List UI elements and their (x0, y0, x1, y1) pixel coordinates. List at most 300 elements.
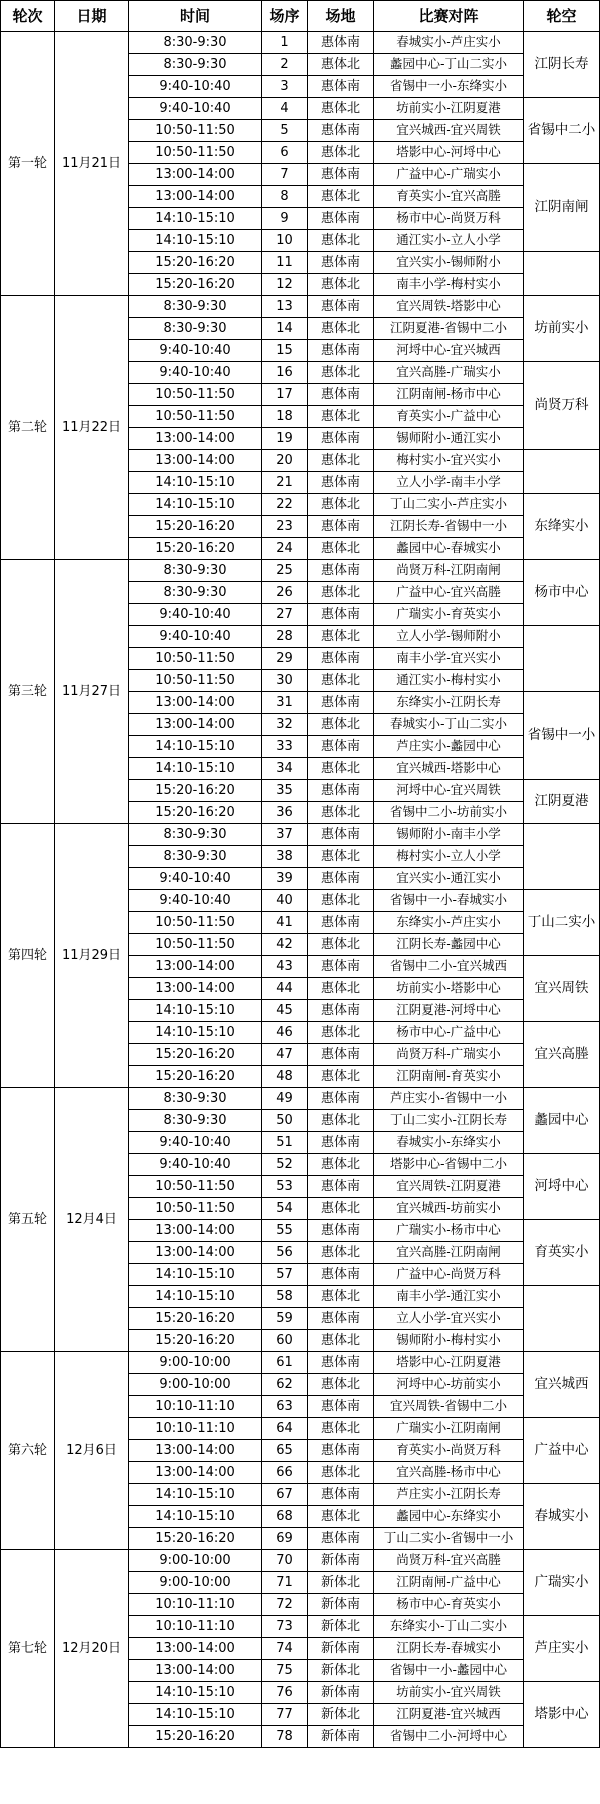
time-cell: 13:00-14:00 (129, 1440, 262, 1462)
match-no-cell: 19 (262, 428, 308, 450)
venue-cell: 惠体南 (308, 648, 374, 670)
match-no-cell: 40 (262, 890, 308, 912)
match-no-cell: 18 (262, 406, 308, 428)
bye-cell (524, 824, 600, 890)
matchup-cell: 南丰小学-通江实小 (374, 1286, 524, 1308)
time-cell: 13:00-14:00 (129, 692, 262, 714)
match-no-cell: 34 (262, 758, 308, 780)
bye-cell: 江阴南闸 (524, 164, 600, 252)
venue-cell: 惠体南 (308, 32, 374, 54)
venue-cell: 惠体南 (308, 1396, 374, 1418)
matchup-cell: 江阴南闸-广益中心 (374, 1572, 524, 1594)
matchup-cell: 育英实小-尚贤万科 (374, 1440, 524, 1462)
bye-cell (524, 450, 600, 494)
time-cell: 13:00-14:00 (129, 1638, 262, 1660)
bye-cell: 蠡园中心 (524, 1088, 600, 1154)
time-cell: 15:20-16:20 (129, 1308, 262, 1330)
matchup-cell: 蠡园中心-丁山二实小 (374, 54, 524, 76)
venue-cell: 惠体北 (308, 494, 374, 516)
venue-cell: 惠体北 (308, 670, 374, 692)
venue-cell: 新体北 (308, 1616, 374, 1638)
time-cell: 15:20-16:20 (129, 1330, 262, 1352)
time-cell: 8:30-9:30 (129, 560, 262, 582)
match-no-cell: 39 (262, 868, 308, 890)
venue-cell: 惠体南 (308, 1088, 374, 1110)
match-no-cell: 13 (262, 296, 308, 318)
match-no-cell: 74 (262, 1638, 308, 1660)
match-no-cell: 9 (262, 208, 308, 230)
match-no-cell: 31 (262, 692, 308, 714)
round-cell: 第四轮 (1, 824, 55, 1088)
match-no-cell: 67 (262, 1484, 308, 1506)
venue-cell: 惠体南 (308, 1352, 374, 1374)
venue-cell: 惠体北 (308, 1022, 374, 1044)
matchup-cell: 杨市中心-尚贤万科 (374, 208, 524, 230)
match-no-cell: 32 (262, 714, 308, 736)
venue-cell: 惠体南 (308, 252, 374, 274)
bye-cell: 宜兴高塍 (524, 1022, 600, 1088)
matchup-cell: 蠡园中心-东绛实小 (374, 1506, 524, 1528)
venue-cell: 惠体南 (308, 956, 374, 978)
matchup-cell: 塔影中心-省锡中二小 (374, 1154, 524, 1176)
match-no-cell: 20 (262, 450, 308, 472)
header-round: 轮次 (1, 1, 55, 32)
match-no-cell: 72 (262, 1594, 308, 1616)
venue-cell: 惠体北 (308, 318, 374, 340)
time-cell: 8:30-9:30 (129, 846, 262, 868)
time-cell: 13:00-14:00 (129, 956, 262, 978)
matchup-cell: 梅村实小-立人小学 (374, 846, 524, 868)
bye-cell: 广益中心 (524, 1418, 600, 1484)
matchup-cell: 坊前实小-宜兴周铁 (374, 1682, 524, 1704)
time-cell: 8:30-9:30 (129, 54, 262, 76)
time-cell: 14:10-15:10 (129, 494, 262, 516)
matchup-cell: 蠡园中心-春城实小 (374, 538, 524, 560)
time-cell: 8:30-9:30 (129, 318, 262, 340)
date-cell: 12月4日 (55, 1088, 129, 1352)
venue-cell: 惠体北 (308, 582, 374, 604)
matchup-cell: 尚贤万科-江阴南闸 (374, 560, 524, 582)
bye-cell: 省锡中一小 (524, 692, 600, 780)
matchup-cell: 育英实小-宜兴高塍 (374, 186, 524, 208)
venue-cell: 惠体北 (308, 1286, 374, 1308)
matchup-cell: 宜兴实小-锡师附小 (374, 252, 524, 274)
venue-cell: 惠体南 (308, 1484, 374, 1506)
time-cell: 8:30-9:30 (129, 824, 262, 846)
match-no-cell: 51 (262, 1132, 308, 1154)
match-no-cell: 43 (262, 956, 308, 978)
matchup-cell: 丁山二实小-省锡中一小 (374, 1528, 524, 1550)
time-cell: 13:00-14:00 (129, 186, 262, 208)
bye-cell: 宜兴周铁 (524, 956, 600, 1022)
time-cell: 10:50-11:50 (129, 1176, 262, 1198)
matchup-cell: 立人小学-宜兴实小 (374, 1308, 524, 1330)
venue-cell: 惠体南 (308, 208, 374, 230)
time-cell: 9:40-10:40 (129, 604, 262, 626)
matchup-cell: 尚贤万科-宜兴高塍 (374, 1550, 524, 1572)
time-cell: 8:30-9:30 (129, 1110, 262, 1132)
match-no-cell: 37 (262, 824, 308, 846)
matchup-cell: 宜兴周铁-塔影中心 (374, 296, 524, 318)
venue-cell: 惠体北 (308, 802, 374, 824)
matchup-cell: 丁山二实小-芦庄实小 (374, 494, 524, 516)
venue-cell: 惠体北 (308, 1374, 374, 1396)
time-cell: 9:40-10:40 (129, 1132, 262, 1154)
time-cell: 9:40-10:40 (129, 98, 262, 120)
venue-cell: 惠体北 (308, 1198, 374, 1220)
matchup-cell: 杨市中心-广益中心 (374, 1022, 524, 1044)
venue-cell: 惠体北 (308, 1066, 374, 1088)
matchup-cell: 宜兴实小-通江实小 (374, 868, 524, 890)
date-cell: 11月22日 (55, 296, 129, 560)
matchup-cell: 广益中心-广瑞实小 (374, 164, 524, 186)
matchup-cell: 江阴夏港-宜兴城西 (374, 1704, 524, 1726)
venue-cell: 惠体北 (308, 1506, 374, 1528)
time-cell: 8:30-9:30 (129, 582, 262, 604)
time-cell: 9:40-10:40 (129, 362, 262, 384)
match-no-cell: 24 (262, 538, 308, 560)
match-no-cell: 36 (262, 802, 308, 824)
matchup-cell: 省锡中一小-春城实小 (374, 890, 524, 912)
time-cell: 15:20-16:20 (129, 516, 262, 538)
bye-cell (524, 626, 600, 692)
match-no-cell: 21 (262, 472, 308, 494)
matchup-cell: 宜兴高塍-杨市中心 (374, 1462, 524, 1484)
matchup-cell: 广瑞实小-育英实小 (374, 604, 524, 626)
time-cell: 14:10-15:10 (129, 1286, 262, 1308)
bye-cell: 广瑞实小 (524, 1550, 600, 1616)
match-no-cell: 30 (262, 670, 308, 692)
time-cell: 14:10-15:10 (129, 1000, 262, 1022)
venue-cell: 惠体北 (308, 1418, 374, 1440)
venue-cell: 惠体南 (308, 692, 374, 714)
venue-cell: 惠体南 (308, 736, 374, 758)
matchup-cell: 芦庄实小-蠡园中心 (374, 736, 524, 758)
match-no-cell: 2 (262, 54, 308, 76)
time-cell: 10:50-11:50 (129, 912, 262, 934)
time-cell: 14:10-15:10 (129, 208, 262, 230)
venue-cell: 新体南 (308, 1726, 374, 1748)
venue-cell: 惠体北 (308, 626, 374, 648)
matchup-cell: 芦庄实小-省锡中一小 (374, 1088, 524, 1110)
time-cell: 9:40-10:40 (129, 626, 262, 648)
venue-cell: 新体北 (308, 1572, 374, 1594)
venue-cell: 新体南 (308, 1682, 374, 1704)
matchup-cell: 东绛实小-芦庄实小 (374, 912, 524, 934)
time-cell: 10:10-11:10 (129, 1418, 262, 1440)
venue-cell: 惠体南 (308, 340, 374, 362)
match-no-cell: 3 (262, 76, 308, 98)
round-cell: 第七轮 (1, 1550, 55, 1748)
time-cell: 14:10-15:10 (129, 230, 262, 252)
header-venue: 场地 (308, 1, 374, 32)
match-no-cell: 63 (262, 1396, 308, 1418)
bye-cell: 江阴长寿 (524, 32, 600, 98)
venue-cell: 惠体南 (308, 1308, 374, 1330)
venue-cell: 新体南 (308, 1638, 374, 1660)
matchup-cell: 通江实小-梅村实小 (374, 670, 524, 692)
matchup-cell: 江阴长寿-省锡中一小 (374, 516, 524, 538)
round-cell: 第三轮 (1, 560, 55, 824)
match-no-cell: 56 (262, 1242, 308, 1264)
time-cell: 9:00-10:00 (129, 1374, 262, 1396)
time-cell: 15:20-16:20 (129, 1044, 262, 1066)
venue-cell: 新体南 (308, 1550, 374, 1572)
matchup-cell: 丁山二实小-江阴长寿 (374, 1110, 524, 1132)
venue-cell: 惠体南 (308, 824, 374, 846)
table-row (1, 32, 600, 54)
venue-cell: 惠体南 (308, 1044, 374, 1066)
matchup-cell: 江阴长寿-春城实小 (374, 1638, 524, 1660)
venue-cell: 惠体南 (308, 912, 374, 934)
matchup-cell: 锡师附小-通江实小 (374, 428, 524, 450)
match-no-cell: 4 (262, 98, 308, 120)
match-no-cell: 10 (262, 230, 308, 252)
header-match-no: 场序 (262, 1, 308, 32)
date-cell: 12月6日 (55, 1352, 129, 1550)
round-cell: 第五轮 (1, 1088, 55, 1352)
time-cell: 10:50-11:50 (129, 648, 262, 670)
matchup-cell: 梅村实小-宜兴实小 (374, 450, 524, 472)
date-cell: 12月20日 (55, 1550, 129, 1748)
venue-cell: 惠体北 (308, 54, 374, 76)
match-no-cell: 78 (262, 1726, 308, 1748)
venue-cell: 惠体北 (308, 1110, 374, 1132)
time-cell: 8:30-9:30 (129, 32, 262, 54)
time-cell: 10:50-11:50 (129, 120, 262, 142)
header-time: 时间 (129, 1, 262, 32)
table-row (1, 1550, 600, 1572)
time-cell: 9:00-10:00 (129, 1572, 262, 1594)
table-row (1, 296, 600, 318)
time-cell: 15:20-16:20 (129, 252, 262, 274)
venue-cell: 惠体北 (308, 890, 374, 912)
matchup-cell: 河埒中心-坊前实小 (374, 1374, 524, 1396)
matchup-cell: 河埒中心-宜兴周铁 (374, 780, 524, 802)
time-cell: 15:20-16:20 (129, 1066, 262, 1088)
matchup-cell: 尚贤万科-广瑞实小 (374, 1044, 524, 1066)
bye-cell (524, 1286, 600, 1352)
match-no-cell: 11 (262, 252, 308, 274)
match-no-cell: 55 (262, 1220, 308, 1242)
matchup-cell: 宜兴周铁-江阴夏港 (374, 1176, 524, 1198)
match-no-cell: 12 (262, 274, 308, 296)
matchup-cell: 广益中心-尚贤万科 (374, 1264, 524, 1286)
match-no-cell: 25 (262, 560, 308, 582)
table-row (1, 560, 600, 582)
bye-cell: 东绛实小 (524, 494, 600, 560)
venue-cell: 惠体北 (308, 406, 374, 428)
time-cell: 13:00-14:00 (129, 1462, 262, 1484)
time-cell: 15:20-16:20 (129, 274, 262, 296)
match-no-cell: 17 (262, 384, 308, 406)
match-no-cell: 57 (262, 1264, 308, 1286)
match-no-cell: 8 (262, 186, 308, 208)
bye-cell: 春城实小 (524, 1484, 600, 1550)
round-cell: 第一轮 (1, 32, 55, 296)
venue-cell: 惠体南 (308, 428, 374, 450)
match-no-cell: 6 (262, 142, 308, 164)
venue-cell: 惠体南 (308, 516, 374, 538)
matchup-cell: 江阴南闸-育英实小 (374, 1066, 524, 1088)
time-cell: 10:50-11:50 (129, 142, 262, 164)
venue-cell: 惠体北 (308, 98, 374, 120)
time-cell: 9:00-10:00 (129, 1352, 262, 1374)
match-no-cell: 69 (262, 1528, 308, 1550)
match-no-cell: 68 (262, 1506, 308, 1528)
venue-cell: 惠体南 (308, 604, 374, 626)
time-cell: 10:50-11:50 (129, 934, 262, 956)
time-cell: 13:00-14:00 (129, 714, 262, 736)
match-no-cell: 64 (262, 1418, 308, 1440)
venue-cell: 惠体北 (308, 142, 374, 164)
venue-cell: 惠体北 (308, 1330, 374, 1352)
time-cell: 9:40-10:40 (129, 340, 262, 362)
venue-cell: 惠体南 (308, 560, 374, 582)
matchup-cell: 广瑞实小-杨市中心 (374, 1220, 524, 1242)
table-row (1, 1088, 600, 1110)
venue-cell: 惠体南 (308, 1440, 374, 1462)
time-cell: 9:40-10:40 (129, 868, 262, 890)
matchup-cell: 育英实小-广益中心 (374, 406, 524, 428)
time-cell: 9:40-10:40 (129, 890, 262, 912)
time-cell: 15:20-16:20 (129, 802, 262, 824)
match-no-cell: 58 (262, 1286, 308, 1308)
venue-cell: 惠体北 (308, 362, 374, 384)
match-no-cell: 73 (262, 1616, 308, 1638)
matchup-cell: 春城实小-东绛实小 (374, 1132, 524, 1154)
matchup-cell: 锡师附小-南丰小学 (374, 824, 524, 846)
matchup-cell: 春城实小-芦庄实小 (374, 32, 524, 54)
matchup-cell: 南丰小学-宜兴实小 (374, 648, 524, 670)
bye-cell: 河埒中心 (524, 1154, 600, 1220)
venue-cell: 惠体北 (308, 1462, 374, 1484)
matchup-cell: 省锡中二小-宜兴城西 (374, 956, 524, 978)
match-no-cell: 35 (262, 780, 308, 802)
venue-cell: 新体北 (308, 1704, 374, 1726)
date-cell: 11月29日 (55, 824, 129, 1088)
matchup-cell: 塔影中心-河埒中心 (374, 142, 524, 164)
matchup-cell: 省锡中二小-坊前实小 (374, 802, 524, 824)
bye-cell: 省锡中二小 (524, 98, 600, 164)
round-cell: 第二轮 (1, 296, 55, 560)
match-no-cell: 23 (262, 516, 308, 538)
venue-cell: 新体南 (308, 1594, 374, 1616)
bye-cell: 塔影中心 (524, 1682, 600, 1748)
time-cell: 15:20-16:20 (129, 780, 262, 802)
bye-cell: 育英实小 (524, 1220, 600, 1286)
venue-cell: 惠体北 (308, 274, 374, 296)
venue-cell: 惠体南 (308, 120, 374, 142)
round-cell: 第六轮 (1, 1352, 55, 1550)
time-cell: 14:10-15:10 (129, 736, 262, 758)
time-cell: 13:00-14:00 (129, 1660, 262, 1682)
matchup-cell: 江阴长寿-蠡园中心 (374, 934, 524, 956)
match-no-cell: 1 (262, 32, 308, 54)
venue-cell: 惠体南 (308, 1132, 374, 1154)
header-bye: 轮空 (524, 1, 600, 32)
match-no-cell: 59 (262, 1308, 308, 1330)
time-cell: 15:20-16:20 (129, 538, 262, 560)
venue-cell: 惠体北 (308, 450, 374, 472)
bye-cell: 坊前实小 (524, 296, 600, 362)
matchup-cell: 东绛实小-丁山二实小 (374, 1616, 524, 1638)
time-cell: 14:10-15:10 (129, 1682, 262, 1704)
time-cell: 10:10-11:10 (129, 1616, 262, 1638)
matchup-cell: 宜兴城西-塔影中心 (374, 758, 524, 780)
match-no-cell: 15 (262, 340, 308, 362)
matchup-cell: 杨市中心-育英实小 (374, 1594, 524, 1616)
match-no-cell: 5 (262, 120, 308, 142)
time-cell: 10:50-11:50 (129, 1198, 262, 1220)
time-cell: 15:20-16:20 (129, 1726, 262, 1748)
bye-cell: 宜兴城西 (524, 1352, 600, 1418)
bye-cell: 丁山二实小 (524, 890, 600, 956)
matchup-cell: 立人小学-锡师附小 (374, 626, 524, 648)
match-no-cell: 52 (262, 1154, 308, 1176)
time-cell: 9:40-10:40 (129, 1154, 262, 1176)
match-no-cell: 75 (262, 1660, 308, 1682)
matchup-cell: 江阴夏港-河埒中心 (374, 1000, 524, 1022)
matchup-cell: 东绛实小-江阴长寿 (374, 692, 524, 714)
venue-cell: 惠体北 (308, 714, 374, 736)
venue-cell: 惠体南 (308, 780, 374, 802)
match-no-cell: 54 (262, 1198, 308, 1220)
time-cell: 8:30-9:30 (129, 1088, 262, 1110)
schedule-body (1, 32, 600, 1748)
matchup-cell: 南丰小学-梅村实小 (374, 274, 524, 296)
matchup-cell: 坊前实小-江阴夏港 (374, 98, 524, 120)
time-cell: 10:50-11:50 (129, 406, 262, 428)
matchup-cell: 通江实小-立人小学 (374, 230, 524, 252)
match-no-cell: 45 (262, 1000, 308, 1022)
matchup-cell: 省锡中二小-河埒中心 (374, 1726, 524, 1748)
time-cell: 14:10-15:10 (129, 1704, 262, 1726)
time-cell: 13:00-14:00 (129, 450, 262, 472)
matchup-cell: 江阴南闸-杨市中心 (374, 384, 524, 406)
bye-cell: 芦庄实小 (524, 1616, 600, 1682)
venue-cell: 惠体南 (308, 76, 374, 98)
bye-cell: 江阴夏港 (524, 780, 600, 824)
venue-cell: 惠体南 (308, 472, 374, 494)
matchup-cell: 宜兴高塍-广瑞实小 (374, 362, 524, 384)
time-cell: 13:00-14:00 (129, 428, 262, 450)
matchup-cell: 广瑞实小-江阴南闸 (374, 1418, 524, 1440)
matchup-cell: 锡师附小-梅村实小 (374, 1330, 524, 1352)
match-no-cell: 38 (262, 846, 308, 868)
match-no-cell: 65 (262, 1440, 308, 1462)
time-cell: 9:00-10:00 (129, 1550, 262, 1572)
match-no-cell: 53 (262, 1176, 308, 1198)
match-no-cell: 77 (262, 1704, 308, 1726)
match-no-cell: 62 (262, 1374, 308, 1396)
match-no-cell: 16 (262, 362, 308, 384)
time-cell: 13:00-14:00 (129, 1220, 262, 1242)
bye-cell (524, 252, 600, 296)
match-no-cell: 41 (262, 912, 308, 934)
match-no-cell: 42 (262, 934, 308, 956)
time-cell: 8:30-9:30 (129, 296, 262, 318)
matchup-cell: 坊前实小-塔影中心 (374, 978, 524, 1000)
match-no-cell: 33 (262, 736, 308, 758)
header-row (1, 1, 600, 32)
time-cell: 14:10-15:10 (129, 1506, 262, 1528)
match-no-cell: 29 (262, 648, 308, 670)
venue-cell: 惠体南 (308, 1220, 374, 1242)
matchup-cell: 江阴夏港-省锡中二小 (374, 318, 524, 340)
match-no-cell: 76 (262, 1682, 308, 1704)
match-no-cell: 60 (262, 1330, 308, 1352)
